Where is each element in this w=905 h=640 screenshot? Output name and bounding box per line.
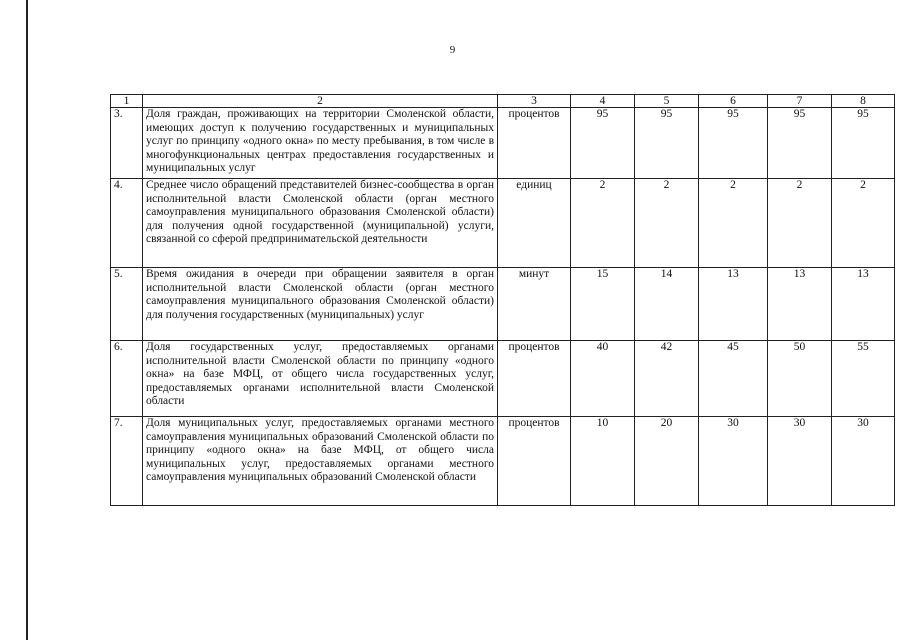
header-cell-2: 2 — [143, 95, 498, 108]
value-cell: 95 — [571, 108, 635, 179]
indicator-name: Время ожидания в очереди при обращении заявителя в орган исполнительной власти Смоленской области (орган местного самоуправления муниципального образования Смоленской области) для получения государственных (муниципальных) услуг — [143, 268, 498, 341]
value-cell: 2 — [635, 179, 699, 268]
value-cell: 2 — [699, 179, 768, 268]
unit-cell: процентов — [498, 417, 571, 506]
table-row — [111, 179, 895, 268]
value-cell: 20 — [635, 417, 699, 506]
value-cell: 2 — [768, 179, 832, 268]
value-cell: 42 — [635, 341, 699, 417]
row-number: 5. — [111, 268, 143, 341]
value-cell: 40 — [571, 341, 635, 417]
value-cell: 2 — [571, 179, 635, 268]
header-cell-1: 1 — [111, 95, 143, 108]
value-cell: 95 — [635, 108, 699, 179]
row-number: 4. — [111, 179, 143, 268]
table-row — [111, 108, 895, 179]
indicator-name: Среднее число обращений представителей бизнес-сообщества в орган исполнительной власти Смоленской области (орган местного самоуправления муниципального образования Смоленской области) для получения одной государственной (муниципальной) услуги, связанной со сферой предпринимательской деятельности — [143, 179, 498, 268]
table-row — [111, 417, 895, 506]
header-cell-3: 3 — [498, 95, 571, 108]
value-cell: 13 — [832, 268, 895, 341]
unit-cell: процентов — [498, 108, 571, 179]
unit-cell: единиц — [498, 179, 571, 268]
value-cell: 13 — [699, 268, 768, 341]
unit-cell: минут — [498, 268, 571, 341]
value-cell: 30 — [832, 417, 895, 506]
row-number: 3. — [111, 108, 143, 179]
value-cell: 14 — [635, 268, 699, 341]
row-number: 6. — [111, 341, 143, 417]
indicator-name: Доля государственных услуг, предоставляемых органами исполнительной власти Смоленской области по принципу «одного окна» на базе МФЦ, от общего числа государственных услуг, предоставляемых органами исполнительной власти Смоленской области — [143, 341, 498, 417]
value-cell: 55 — [832, 341, 895, 417]
value-cell: 95 — [768, 108, 832, 179]
indicators-table — [110, 94, 895, 506]
value-cell: 95 — [832, 108, 895, 179]
header-row — [111, 95, 895, 108]
value-cell: 50 — [768, 341, 832, 417]
value-cell: 30 — [699, 417, 768, 506]
value-cell: 95 — [699, 108, 768, 179]
header-cell-7: 7 — [768, 95, 832, 108]
page-binding-line — [26, 0, 28, 640]
header-cell-5: 5 — [635, 95, 699, 108]
table-row — [111, 268, 895, 341]
header-cell-8: 8 — [832, 95, 895, 108]
value-cell: 10 — [571, 417, 635, 506]
header-cell-6: 6 — [699, 95, 768, 108]
value-cell: 45 — [699, 341, 768, 417]
row-number: 7. — [111, 417, 143, 506]
value-cell: 30 — [768, 417, 832, 506]
unit-cell: процентов — [498, 341, 571, 417]
indicator-name: Доля муниципальных услуг, предоставляемых органами местного самоуправления муниципальных образований Смоленской области по принципу «одного окна» на базе МФЦ, от общего числа муниципальных услуг, предоставляемых органами местного самоуправления муниципальных образований Смоленской области — [143, 417, 498, 506]
value-cell: 15 — [571, 268, 635, 341]
indicator-name: Доля граждан, проживающих на территории Смоленской области, имеющих доступ к получению государственных и муниципальных услуг по принципу «одного окна» по месту пребывания, в том числе в многофункциональных центрах предоставления государственных и муниципальных услуг — [143, 108, 498, 179]
table-row — [111, 341, 895, 417]
page-number: 9 — [449, 44, 456, 56]
value-cell: 2 — [832, 179, 895, 268]
header-cell-4: 4 — [571, 95, 635, 108]
value-cell: 13 — [768, 268, 832, 341]
